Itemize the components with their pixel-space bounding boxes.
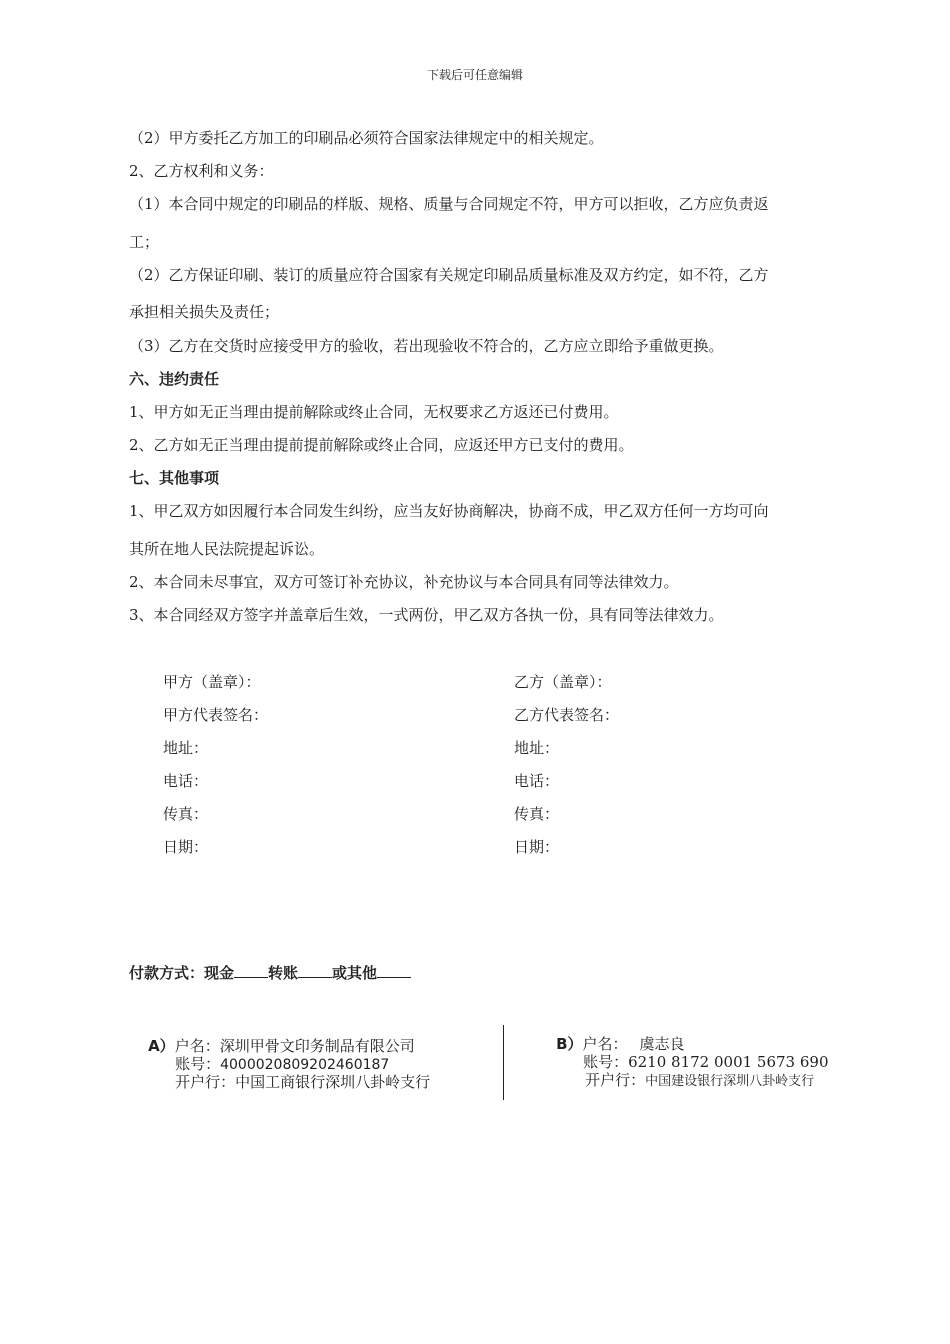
paragraph: 2、本合同未尽事宜，双方可签订补充协议，补充协议与本合同具有同等法律效力。 <box>129 573 679 591</box>
party-b-address-label: 地址： <box>514 739 560 757</box>
bank-a-account: 4000020809202460187 <box>220 1057 390 1073</box>
divider-line <box>503 1025 504 1100</box>
party-a-date-label: 日期： <box>163 838 209 856</box>
page-header: 下载后可任意编辑 <box>426 68 523 82</box>
section-heading: 六、违约责任 <box>129 370 220 388</box>
bank-a-bank-label: 开户行： <box>175 1073 236 1091</box>
party-a-phone-label: 电话： <box>163 772 209 790</box>
party-b-date-label: 日期： <box>514 838 560 856</box>
bank-b-account-label: 账号： <box>583 1053 629 1071</box>
bank-b-name-label: 户名： <box>582 1035 628 1053</box>
paragraph: 承担相关损失及责任； <box>129 303 280 321</box>
party-b-phone-label: 电话： <box>514 772 560 790</box>
party-a-fax-label: 传真： <box>163 805 209 823</box>
paragraph: （1）本合同中规定的印刷品的样版、规格、质量与合同规定不符，甲方可以拒收，乙方应负责返 <box>129 195 769 213</box>
payment-option-cash: 现金 <box>204 964 235 982</box>
payment-option-other: 或其他 <box>332 964 378 982</box>
paragraph: 工； <box>129 233 160 251</box>
paragraph: 1、甲方如无正当理由提前解除或终止合同，无权要求乙方返还已付费用。 <box>129 403 619 421</box>
bank-b-bank: 中国建设银行深圳八卦岭支行 <box>645 1074 815 1089</box>
party-b-rep-label: 乙方代表签名： <box>514 706 620 724</box>
bank-a-bank: 中国工商银行深圳八卦岭支行 <box>235 1073 431 1091</box>
paragraph: （3）乙方在交货时应接受甲方的验收，若出现验收不符合的，乙方应立即给予重做更换。 <box>129 337 724 355</box>
other-blank[interactable] <box>377 963 411 978</box>
party-a-address-label: 地址： <box>163 739 209 757</box>
paragraph: 2、乙方权利和义务： <box>129 162 274 180</box>
paragraph: （2）甲方委托乙方加工的印刷品必须符合国家法律规定中的相关规定。 <box>129 129 604 147</box>
paragraph: 其所在地人民法院提起诉讼。 <box>129 540 325 558</box>
payment-method-line <box>129 962 411 983</box>
paragraph: 2、乙方如无正当理由提前提前解除或终止合同，应返还甲方已支付的费用。 <box>129 436 634 454</box>
bank-b-name: 虞志良 <box>639 1035 685 1053</box>
party-b-seal-label: 乙方（盖章）： <box>514 673 612 691</box>
bank-a-account-label: 账号： <box>175 1055 221 1073</box>
bank-a-name: 深圳甲骨文印务制品有限公司 <box>219 1037 415 1055</box>
cash-blank[interactable] <box>234 963 268 978</box>
paragraph: 3、本合同经双方签字并盖章后生效，一式两份，甲乙双方各执一份，具有同等法律效力。 <box>129 606 724 624</box>
bank-b-prefix: B） <box>556 1035 583 1053</box>
transfer-blank[interactable] <box>298 963 332 978</box>
paragraph: （2）乙方保证印刷、装订的质量应符合国家有关规定印刷品质量标准及双方约定，如不符，乙方 <box>129 266 769 284</box>
section-heading: 七、其他事项 <box>129 469 220 487</box>
party-b-fax-label: 传真： <box>514 805 560 823</box>
payment-option-transfer: 转账 <box>268 964 299 982</box>
bank-a-prefix: A） <box>148 1037 175 1055</box>
bank-b-account: 6210 8172 0001 5673 690 <box>628 1053 829 1071</box>
party-a-rep-label: 甲方代表签名： <box>163 706 269 724</box>
bank-a-name-label: 户名： <box>174 1037 220 1055</box>
party-a-seal-label: 甲方（盖章）： <box>163 673 261 691</box>
bank-b-bank-label: 开户行： <box>585 1071 646 1089</box>
payment-label: 付款方式： <box>129 964 205 982</box>
paragraph: 1、甲乙双方如因履行本合同发生纠纷，应当友好协商解决，协商不成，甲乙双方任何一方均可向 <box>129 502 769 520</box>
